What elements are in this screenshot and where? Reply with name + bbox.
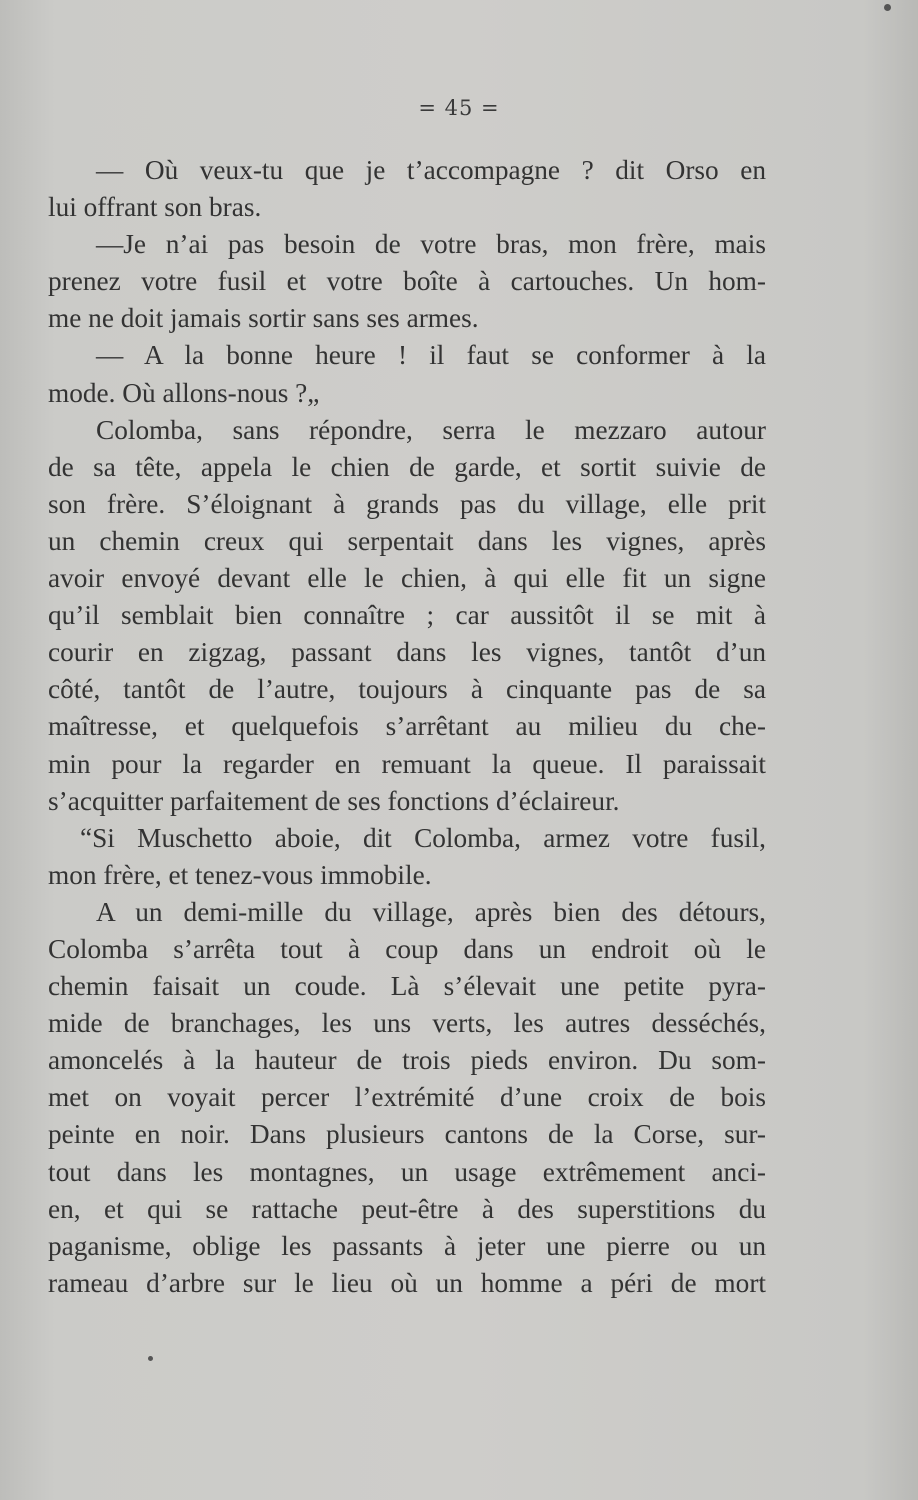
- text-line: côté, tantôt de l’autre, toujours à cinquante pas de sa: [48, 674, 766, 705]
- text-line: de sa tête, appela le chien de garde, et sortit suivie de: [48, 451, 766, 482]
- text-line: “Si Muschetto aboie, dit Colomba, armez votre fusil,: [80, 822, 766, 853]
- body-text: [48, 152, 766, 1302]
- text-line: courir en zigzag, passant dans les vignes, tantôt d’un: [48, 637, 766, 668]
- text-line: min pour la regarder en remuant la queue. Il paraissait: [48, 748, 766, 779]
- text-line: qu’il semblait bien connaître ; car aussitôt il se mit à: [48, 600, 766, 631]
- text-line: Colomba, sans répondre, serra le mezzaro autour: [96, 414, 766, 445]
- text-line: un chemin creux qui serpentait dans les vignes, après: [48, 525, 766, 556]
- text-line: paganisme, oblige les passants à jeter une pierre ou un: [48, 1230, 766, 1261]
- page-number: = 45 =: [418, 96, 500, 120]
- text-line: amoncelés à la hauteur de trois pieds environ. Du som-: [48, 1045, 766, 1076]
- text-line: rameau d’arbre sur le lieu où un homme a péri de mort: [48, 1267, 766, 1298]
- text-line: mode. Où allons-nous ?„: [48, 377, 320, 408]
- text-line: chemin faisait un coude. Là s’élevait une petite pyra-: [48, 971, 766, 1002]
- text-line: Colomba s’arrêta tout à coup dans un endroit où le: [48, 933, 766, 964]
- text-line: — A la bonne heure ! il faut se conformer à la: [96, 340, 766, 371]
- text-line: — Où veux-tu que je t’accompagne ? dit Orso en: [96, 155, 766, 185]
- text-line: avoir envoyé devant elle le chien, à qui elle fit un signe: [48, 563, 766, 594]
- text-line: prenez votre fusil et votre boîte à cartouches. Un hom-: [48, 266, 766, 297]
- text-line: son frère. S’éloignant à grands pas du village, elle prit: [48, 488, 766, 519]
- text-line: me ne doit jamais sortir sans ses armes.: [48, 303, 479, 334]
- text-line: A un demi-mille du village, après bien des détours,: [96, 896, 766, 927]
- text-line: —Je n’ai pas besoin de votre bras, mon frère, mais: [96, 229, 766, 260]
- text-line: en, et qui se rattache peut-être à des superstitions du: [48, 1193, 766, 1224]
- text-line: mide de branchages, les uns verts, les autres desséchés,: [48, 1008, 766, 1039]
- text-line: tout dans les montagnes, un usage extrêmement anci-: [48, 1156, 766, 1187]
- paper-speck: [884, 4, 891, 11]
- paper-speck: [148, 1356, 153, 1361]
- text-line: met on voyait percer l’extrémité d’une croix de bois: [48, 1082, 766, 1113]
- text-line: s’acquitter parfaitement de ses fonctions d’éclaireur.: [48, 785, 620, 816]
- text-line: lui offrant son bras.: [48, 192, 262, 223]
- text-line: mon frère, et tenez-vous immobile.: [48, 859, 432, 890]
- text-line: maîtresse, et quelquefois s’arrêtant au milieu du che-: [48, 711, 766, 742]
- text-line: peinte en noir. Dans plusieurs cantons de la Corse, sur-: [48, 1119, 766, 1150]
